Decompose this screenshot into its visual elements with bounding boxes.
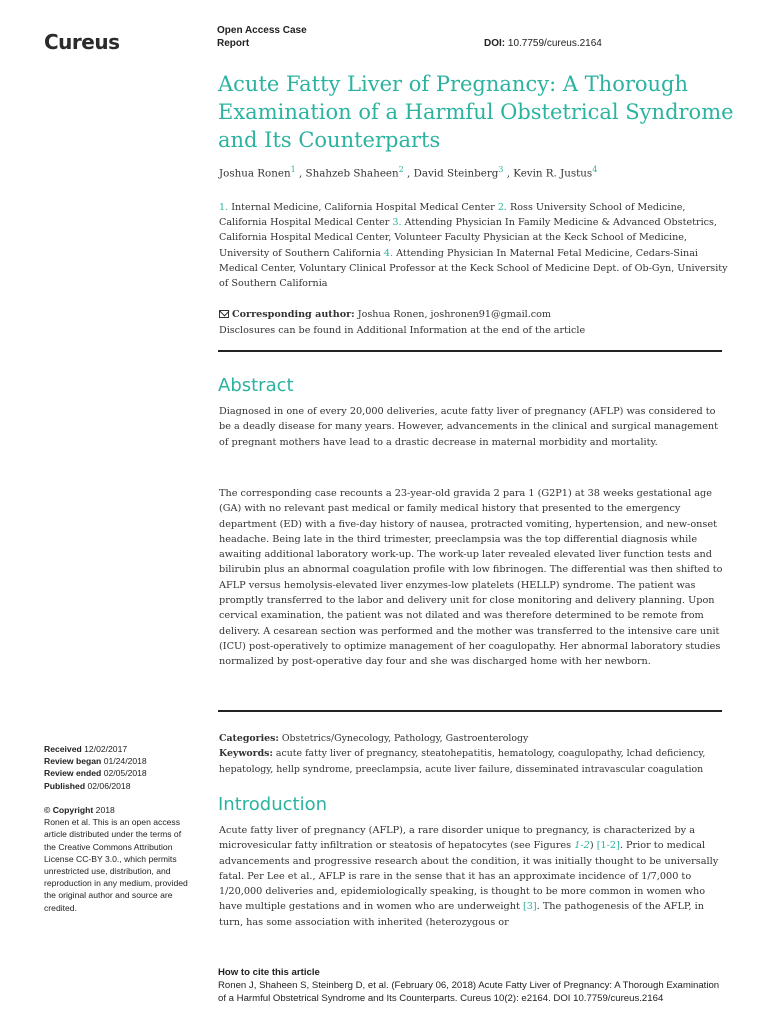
- review-ended-value: 02/05/2018: [101, 768, 147, 779]
- author-affiliation-ref[interactable]: 2: [398, 165, 404, 174]
- affiliation-number: 3.: [392, 217, 402, 229]
- keywords-label: Keywords:: [219, 748, 273, 760]
- received-date: [44, 743, 194, 755]
- author-affiliation-ref[interactable]: 1: [290, 165, 296, 174]
- corresponding-author: [219, 307, 729, 323]
- doi-label: DOI:: [484, 38, 506, 49]
- affiliation-text: Ross University School of Medicine, California Hospital Medical Center: [219, 202, 686, 229]
- abstract-paragraph-2: The corresponding case recounts a 23-year-old gravida 2 para 1 (G2P1) at 38 weeks gestational age (GA) with no relevant past medical or family medical history that presented to the emergency department (ED) with a five-day history of nausea, protracted vomiting, hypertension, and new-onset headache. Being late in the third trimester, preeclampsia was the top differential diagnosis while awaiting additional laboratory work-up. The work-up later revealed elevated liver function tests and bilirubin plus an abnormal coagulation profile with low fibrinogen. The differential was then shifted to AFLP versus hemolysis-elevated liver enzymes-low platelets (HELLP) syndrome. The patient was promptly transferred to the labor and delivery unit for close monitoring and delivery planning. Upon cervical examination, the patient was not dilated and was therefore determined to be remote from delivery. A cesarean section was performed and the mother was transferred to the intensive care unit (ICU) post-operatively to optimize management of her coagulopathy. Her abnormal laboratory studies normalized by post-operative day four and she was discharged home with her newborn.: [219, 488, 723, 668]
- categories-keywords: [219, 731, 724, 777]
- corresponding-author-value[interactable]: Joshua Ronen, joshronen91@gmail.com: [354, 309, 552, 320]
- categories-value: Obstetrics/Gynecology, Pathology, Gastroenterology: [278, 733, 529, 744]
- copyright-label: © Copyright: [44, 805, 94, 815]
- review-ended-label: Review ended: [44, 768, 102, 779]
- how-to-cite-heading: How to cite this article: [218, 967, 320, 978]
- how-to-cite: [218, 966, 728, 1005]
- affiliation-number: 2.: [497, 202, 507, 213]
- affiliations: [219, 200, 729, 291]
- copyright: [44, 804, 194, 816]
- article-title: Acute Fatty Liver of Pregnancy: A Thorough Examination of a Harmful Obstetrical Syndrome and Its Counterparts: [218, 72, 734, 152]
- introduction-heading: Introduction: [218, 794, 328, 815]
- review-ended-date: [44, 767, 194, 779]
- intro-text: . Prior to medical advancements and progressive research about the condition, it was initially thought to be universally fatal. Per Lee et al., AFLP is rare in the sense that it has an approximate incidence of 1/7,000 to 1/20,000 deliveries and, epidemiologically speaking, is thought to be more common in women who have multiple gestations and in women who are underweight: [219, 840, 719, 913]
- copyright-year: 2018: [93, 805, 115, 815]
- received-value: 12/02/2017: [81, 744, 128, 754]
- received-label: Received: [44, 744, 82, 754]
- doi-value[interactable]: 10.7759/cureus.2164: [507, 38, 602, 49]
- article-type-line-1: Open Access Case: [217, 25, 307, 36]
- abstract-paragraph-1: Diagnosed in one of every 20,000 deliveries, acute fatty liver of pregnancy (AFLP) was considered to be a deadly disease for many years. However, advancements in the clinical and surgical management of pregnant mothers have lead to a drastic decrease in maternal morbidity and mortality.: [219, 406, 719, 448]
- copyright-block: [44, 804, 194, 914]
- affiliation-text: Attending Physician In Family Medicine & Advanced Obstetrics, California Hospital Medical Center, Volunteer Faculty Physician at the Keck School of Medicine, University of Southern California: [219, 217, 717, 259]
- intro-text: Acute fatty liver of pregnancy (AFLP), a rare disorder unique to pregnancy, is characterized by a microvesicular fatty infiltration or steatosis of hepatocytes (see Figures: [219, 825, 695, 852]
- review-began-value: 01/24/2018: [101, 756, 147, 767]
- disclosures-note: Disclosures can be found in Additional Information at the end of the article: [219, 324, 586, 336]
- published-date: [44, 780, 194, 792]
- figure-reference-text[interactable]: 1-2: [574, 840, 590, 852]
- citation-link[interactable]: [1-2]: [596, 840, 620, 852]
- review-began-label: Review began: [44, 756, 102, 767]
- categories-label: Categories:: [219, 733, 279, 744]
- affiliation-number: 1.: [219, 202, 229, 213]
- article-type-line-2: Report: [217, 38, 250, 49]
- affiliation-text: Attending Physician In Maternal Fetal Medicine, Cedars-Sinai Medical Center, Voluntary Clinical Professor at the Keck School of Medicine Dept. of Ob-Gyn, University of Southern California: [219, 247, 728, 290]
- citation-link[interactable]: [3]: [522, 901, 537, 913]
- license-text: Ronen et al. This is an open access article distributed under the terms of the Creative Commons Attribution License CC-BY 3.0., which permits unrestricted use, distribution, and reproduction in any medium, provided the original author and source are credited.: [44, 817, 188, 913]
- section-divider: [218, 710, 722, 712]
- author-separator: ,: [295, 167, 306, 180]
- affiliation-number: 4.: [383, 247, 394, 259]
- corresponding-author-label: Corresponding author:: [232, 309, 355, 320]
- correspondence: [219, 307, 729, 338]
- keywords-value: acute fatty liver of pregnancy, steatohepatitis, hematology, coagulopathy, lchad deficiency, hepatology, hellp syndrome, preeclampsia, acute liver failure, disseminated intravascular coagulation: [219, 748, 706, 775]
- author-affiliation-ref[interactable]: 4: [592, 165, 598, 174]
- review-began-date: [44, 755, 194, 767]
- how-to-cite-text: Ronen J, Shaheen S, Steinberg D, et al. (February 06, 2018) Acute Fatty Liver of Pregnancy: A Thorough Examination of a Harmful Obstetrical Syndrome and Its Counterparts. Cureus 10(2): e2164. DOI 10.7759/cureus.2164: [218, 980, 720, 1004]
- section-divider: [218, 350, 722, 352]
- affiliation-text: Internal Medicine, California Hospital Medical Center: [228, 202, 498, 213]
- abstract-heading: Abstract: [218, 375, 294, 396]
- figure-reference-link[interactable]: [574, 840, 590, 851]
- intro-text: ): [589, 840, 597, 852]
- article-dates: [44, 743, 194, 792]
- published-label: Published: [44, 780, 86, 791]
- published-value: 02/06/2018: [85, 780, 131, 791]
- author-name: Joshua Ronen: [219, 167, 291, 180]
- journal-logo: Cureus: [44, 30, 120, 54]
- author-separator: ,: [503, 167, 514, 180]
- author-name: Kevin R. Justus: [513, 167, 593, 180]
- categories: [219, 731, 724, 746]
- keywords: [219, 746, 724, 777]
- author-list: [219, 165, 739, 179]
- mail-icon: [219, 310, 229, 318]
- author-separator: ,: [403, 167, 414, 180]
- intro-text: . The pathogenesis of the AFLP, in turn, has some association with inherited (heterozygous or: [219, 901, 704, 928]
- introduction-paragraph: [219, 823, 724, 930]
- author-name: David Steinberg: [413, 167, 499, 180]
- doi: [484, 38, 602, 49]
- author-name: Shahzeb Shaheen: [305, 167, 399, 180]
- article-type: [217, 24, 337, 50]
- author-affiliation-ref[interactable]: 3: [498, 165, 504, 174]
